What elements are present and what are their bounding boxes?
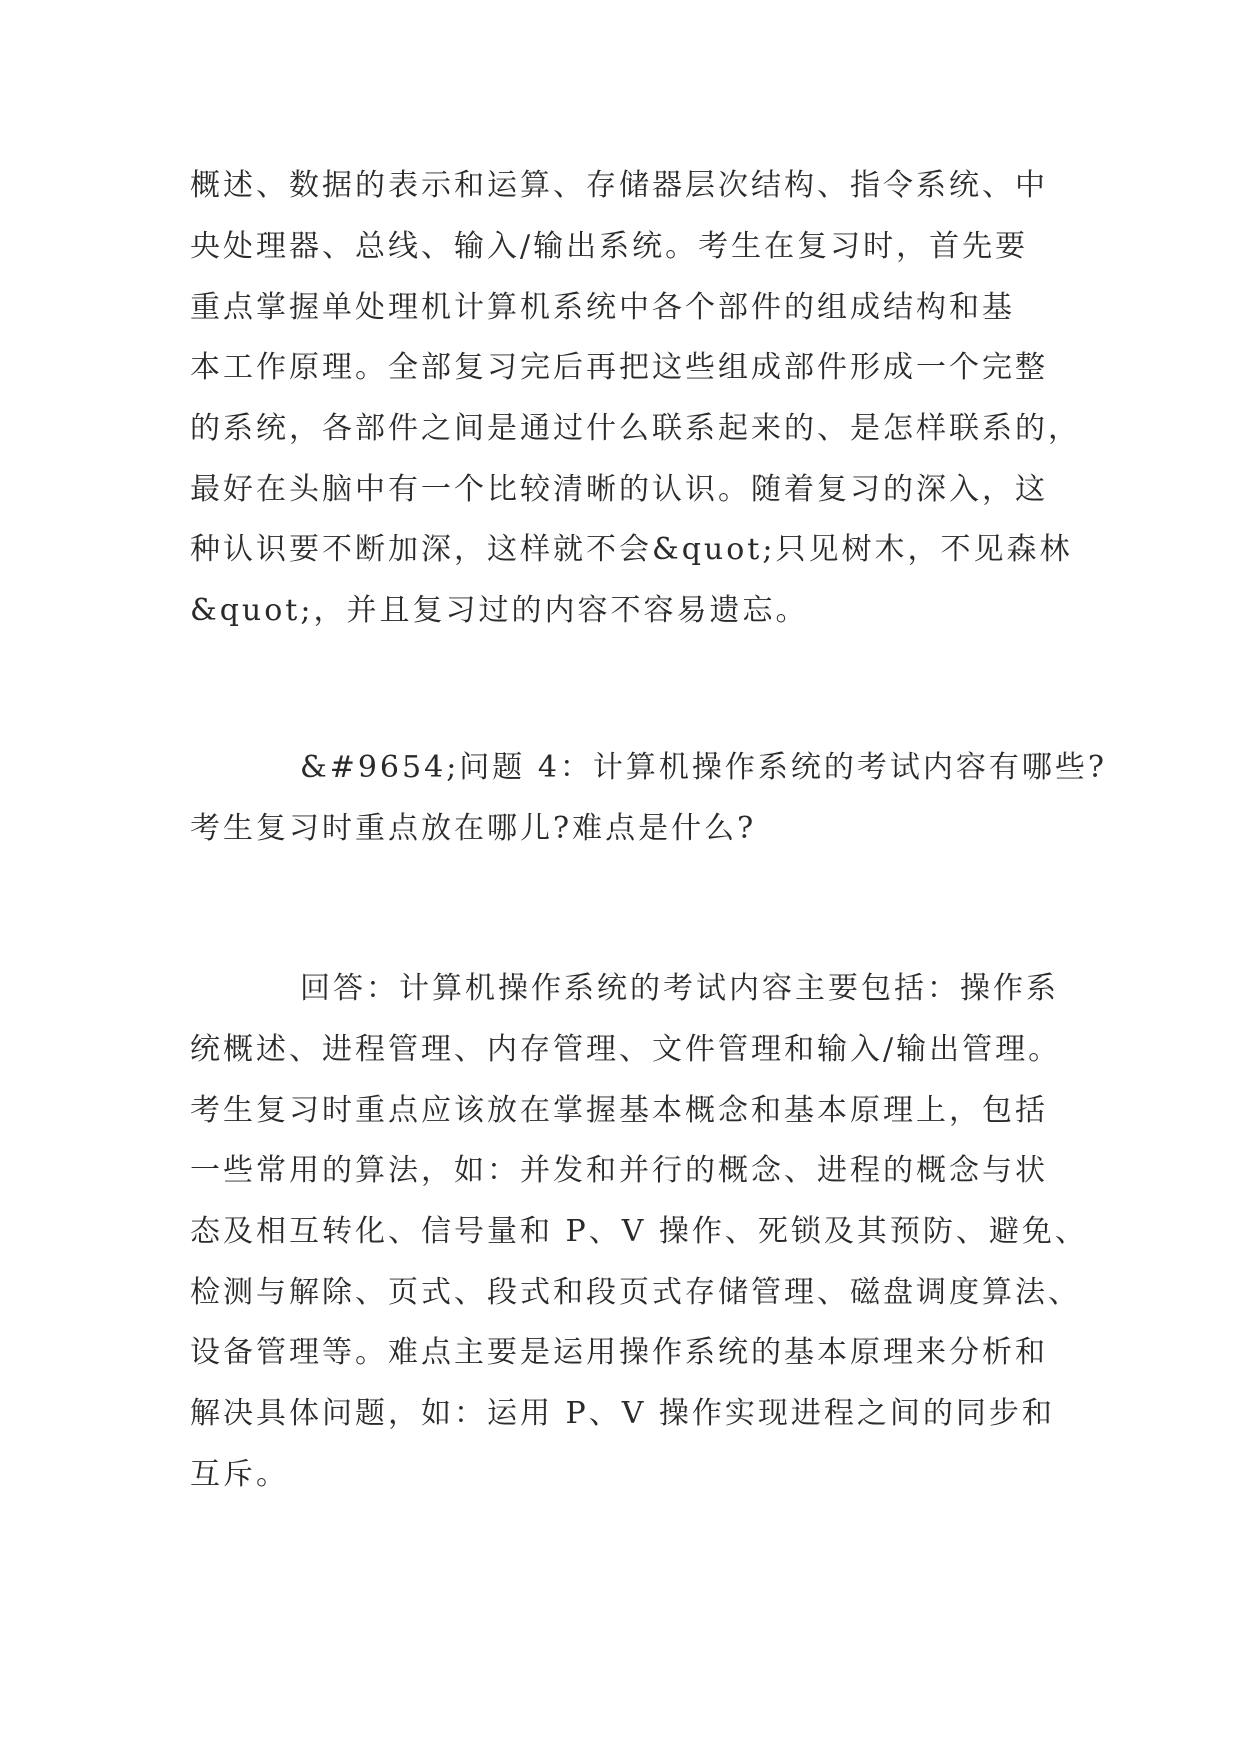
question-line: 考生复习时重点放在哪儿?难点是什么? (190, 811, 757, 846)
text-line: &quot;，并且复习过的内容不容易遗忘。 (190, 593, 809, 628)
answer-line: 统概述、进程管理、内存管理、文件管理和输入/输出管理。 (190, 1032, 1062, 1067)
answer-line: 态及相互转化、信号量和 P、V 操作、死锁及其预防、避免、 (190, 1214, 1088, 1249)
answer-line: 检测与解除、页式、段式和段页式存储管理、磁盘调度算法、 (190, 1275, 1081, 1310)
text-line: 本工作原理。全部复习完后再把这些组成部件形成一个完整 (190, 350, 1048, 385)
question-line: &#9654;问题 4：计算机操作系统的考试内容有哪些? (300, 750, 1108, 785)
answer-line: 设备管理等。难点主要是运用操作系统的基本原理来分析和 (190, 1335, 1048, 1370)
text-line: 央处理器、总线、输入/输出系统。考生在复习时，首先要 (190, 229, 1029, 264)
text-line: 最好在头脑中有一个比较清晰的认识。随着复习的深入，这 (190, 472, 1048, 507)
answer-line: 互斥。 (190, 1457, 289, 1492)
text-line: 的系统，各部件之间是通过什么联系起来的、是怎样联系的， (190, 411, 1081, 446)
text-line: 种认识要不断加深，这样就不会&quot;只见树木，不见森林 (190, 532, 1073, 567)
answer-line: 考生复习时重点应该放在掌握基本概念和基本原理上，包括 (190, 1093, 1048, 1128)
text-line: 概述、数据的表示和运算、存储器层次结构、指令系统、中 (190, 168, 1048, 203)
answer-line: 解决具体问题，如：运用 P、V 操作实现进程之间的同步和 (190, 1396, 1055, 1431)
answer-line: 一些常用的算法，如：并发和并行的概念、进程的概念与状 (190, 1153, 1048, 1188)
text-line: 重点掌握单处理机计算机系统中各个部件的组成结构和基 (190, 290, 1015, 325)
answer-line: 回答：计算机操作系统的考试内容主要包括：操作系 (300, 971, 1059, 1006)
